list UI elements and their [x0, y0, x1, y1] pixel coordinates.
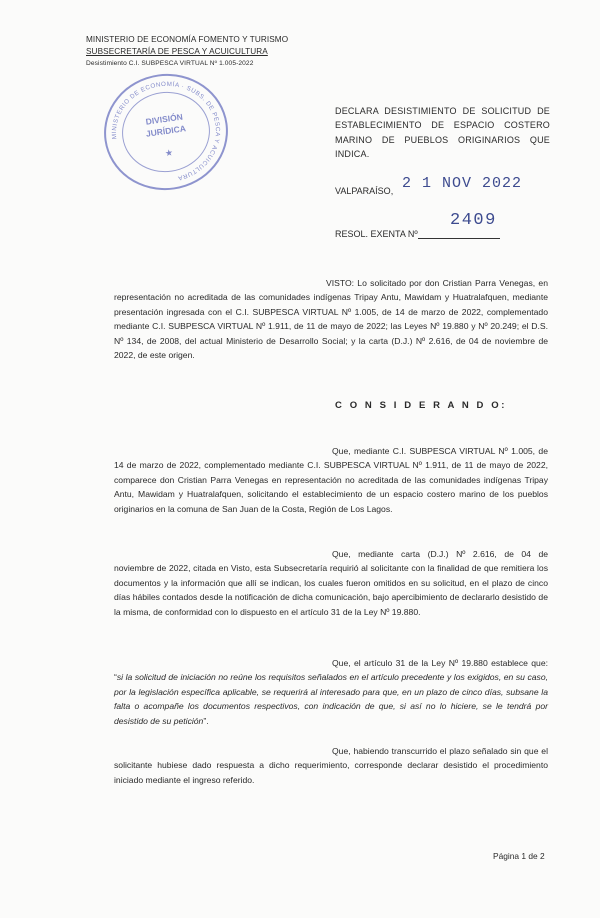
considerando-paragraph-4 — [114, 744, 548, 787]
paragraph-1-text: Que, mediante C.I. SUBPESCA VIRTUAL Nº 1.005, de 14 de marzo de 2022, complementado mediante C.I. SUBPESCA VIRTUAL Nº 1.911, de 11 de mayo de 2022, comparece don Cristian Parra Venegas en representación no acreditada de las comunidades indígenas Tripay Antu, Mawidam y Huatralafquen, solicitando el establecimiento de un espacio costero marino de los pueblos originarios en la comuna de San Juan de la Costa, Región de Los Lagos. — [114, 446, 548, 514]
division-juridica-stamp — [97, 66, 236, 198]
visto-paragraph — [114, 276, 548, 362]
paragraph-4-text: Que, habiendo transcurrido el plazo señalado sin que el solicitante hubiese dado respuesta a dicho requerimiento, corresponde declarar desistido el procedimiento iniciado mediante el ingreso referido. — [114, 746, 548, 785]
subsecretaria-name: SUBSECRETARÍA DE PESCA Y ACUICULTURA — [86, 47, 268, 56]
paragraph-2-text: Que, mediante carta (D.J.) Nº 2.616, de 04 de noviembre de 2022, citada en Visto, esta Subsecretaría requirió al solicitante con la finalidad de que remitiera los documentos y la información que allí se indican, los cuales fueron omitidos en su solicitud, en el plazo de cinco días hábiles contados desde la notificación de dicha comunicación, bajo apercibimiento de declararlo desistido de la misma, de conformidad con lo dispuesto en el artículo 31 de la Ley Nº 19.880. — [114, 549, 548, 617]
paragraph-3-quote: si la solicitud de iniciación no reúne los requisitos señalados en el artículo precedente y los exigidos, en su caso, por la legislación específica aplicable, se requerirá al interesado para que, en un plazo de cinco días, subsane la falta o acompañe los documentos respectivos, con indicación de que, si así no lo hiciere, se le tendrá por desistido de su petición — [114, 672, 548, 726]
resolution-label: RESOL. EXENTA Nº — [335, 229, 418, 239]
distribution-reference: Desistimiento C.I. SUBPESCA VIRTUAL Nº 1.005-2022 — [86, 60, 254, 67]
considerando-paragraph-1 — [114, 444, 548, 516]
considerando-heading: C O N S I D E R A N D O: — [335, 400, 508, 411]
title-line-3: MARINO DE PUEBLOS ORIGINARIOS QUE INDICA. — [335, 134, 550, 160]
resolution-number: 2409 — [450, 211, 497, 230]
stamp-line-division: DIVISIÓN — [145, 111, 184, 127]
ministry-name: MINISTERIO DE ECONOMÍA FOMENTO Y TURISMO — [86, 35, 289, 44]
considerando-paragraph-3 — [114, 656, 548, 728]
resolution-number-line — [418, 238, 500, 239]
date-stamp: 2 1 NOV 2022 — [402, 175, 523, 192]
paragraph-3-lead: Que, el artículo 31 de la Ley Nº 19.880 establece que: “ — [114, 658, 548, 683]
letterhead — [86, 34, 288, 70]
visto-text: VISTO: Lo solicitado por don Cristian Parra Venegas, en representación no acreditada de las comunidades indígenas Tripay Antu, Mawidam y Huatralafquen, mediante presentación ingresada con el C.I. SUBPESCA VIRTUAL Nº 1.005, de 14 de marzo de 2022, complementado mediante C.I. SUBPESCA VIRTUAL Nº 1.911, de 11 de mayo de 2022; las Leyes Nº 19.880 y Nº 20.249; el D.S. Nº 134, de 2008, del actual Ministerio de Desarrollo Social; y la carta (D.J.) Nº 2.616, de 04 de noviembre de 2022, de este origen. — [114, 278, 548, 361]
resolution-title — [335, 104, 550, 162]
place-label: VALPARAÍSO, — [335, 186, 394, 196]
svg-text:MINISTERIO DE ECONOMÍA · SUBS.: MINISTERIO DE ECONOMÍA · SUBS. DE PESCA Y ACUICULTURA — [110, 80, 221, 182]
paragraph-3-tail: ”. — [203, 715, 209, 726]
title-line-2: ESTABLECIMIENTO DE ESPACIO COSTERO — [335, 120, 550, 131]
page-number: Página 1 de 2 — [493, 851, 545, 861]
stamp-star-icon: ★ — [164, 147, 174, 159]
stamp-line-juridica: JURÍDICA — [145, 123, 187, 139]
title-line-1: DECLARA DESISTIMIENTO DE SOLICITUD DE — [335, 106, 550, 116]
considerando-paragraph-2 — [114, 547, 548, 619]
